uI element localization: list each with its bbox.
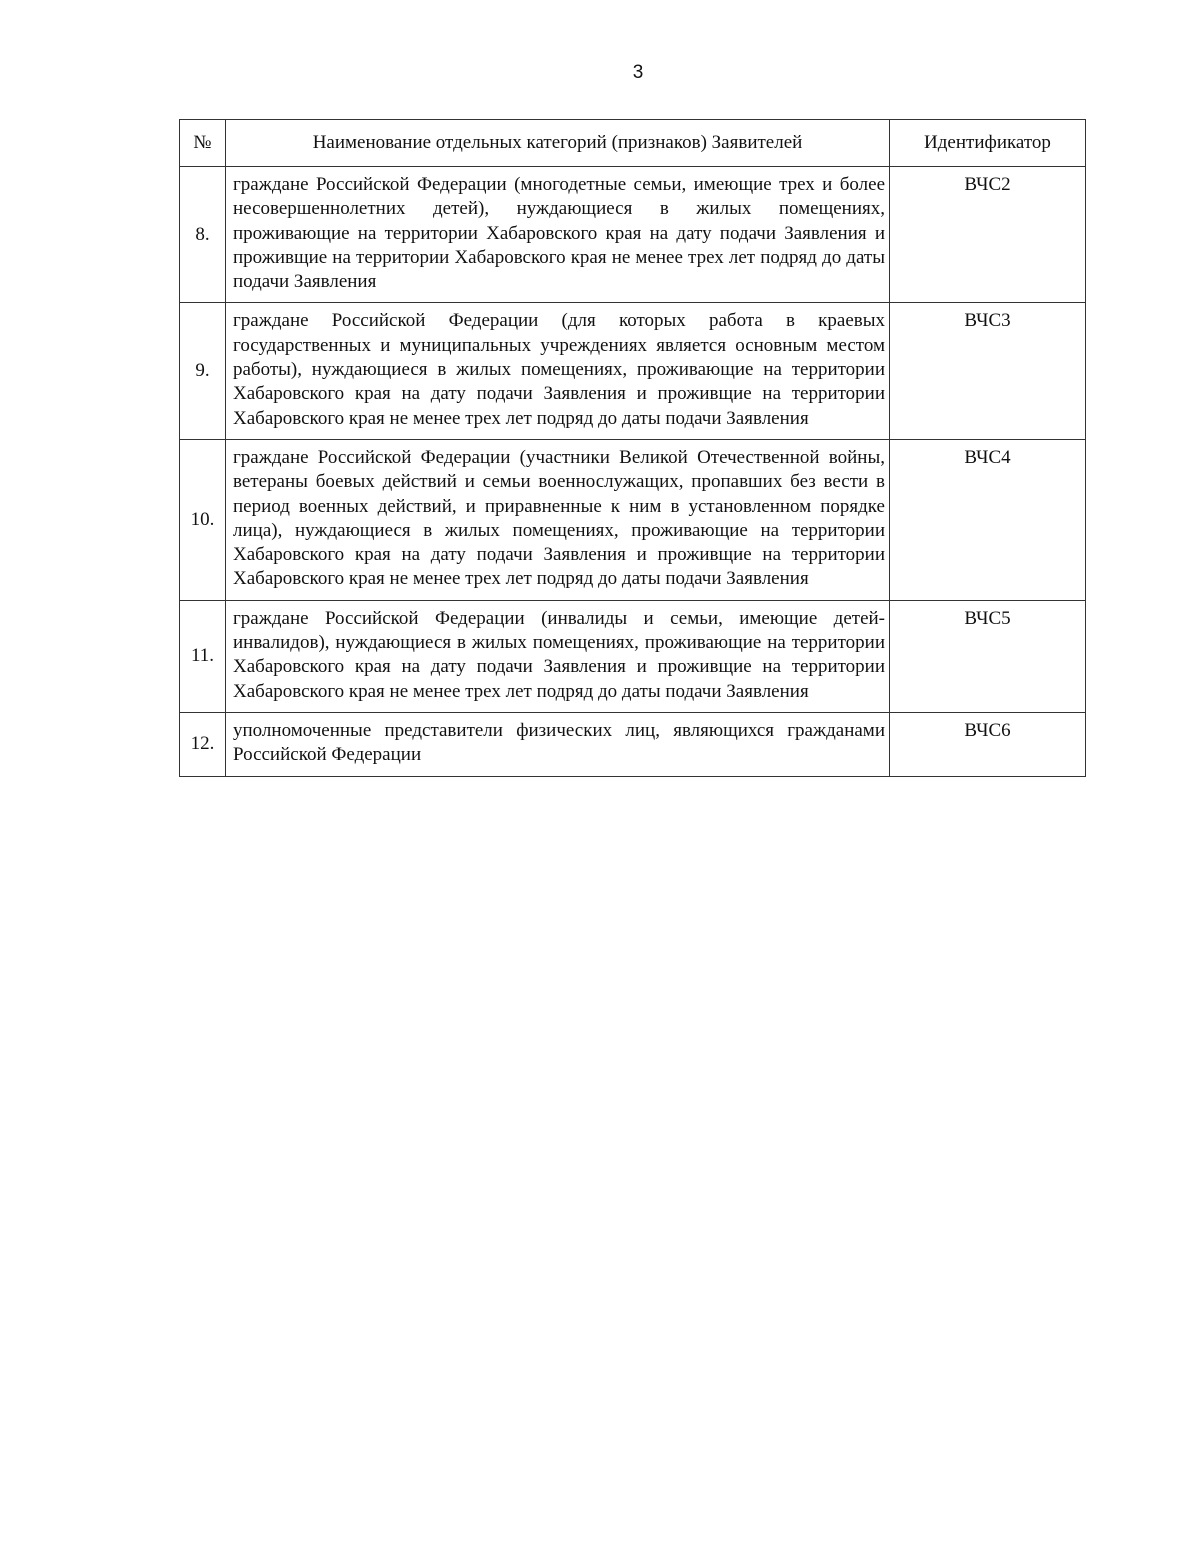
row-number: 8. — [180, 167, 226, 303]
table-row — [180, 439, 1086, 600]
table-row — [180, 712, 1086, 776]
row-category-name: граждане Российской Федерации (инвалиды и семьи, имеющие детей-инвалидов), нуждающиеся в жилых помещениях, проживающие на территории Хабаровского края на дату подачи Заявления и проживщие на территории Хабаровского края не менее трех лет подряд до даты подачи Заявления — [226, 600, 890, 712]
row-category-name: граждане Российской Федерации (участники Великой Отечественной войны, ветераны боевых действий и семьи военнослужащих, пропавших без вести в период военных действий, и приравненные к ним в установленном порядке лица), нуждающиеся в жилых помещениях, проживающие на территории Хабаровского края на дату подачи Заявления и проживщие на территории Хабаровского края не менее трех лет подряд до даты подачи Заявления — [226, 439, 890, 600]
row-identifier: ВЧС2 — [890, 167, 1086, 303]
header-identifier: Идентификатор — [890, 120, 1086, 167]
row-identifier: ВЧС6 — [890, 712, 1086, 776]
row-category-name: граждане Российской Федерации (многодетные семьи, имеющие трех и более несовершеннолетних детей), нуждающиеся в жилых помещениях, проживающие на территории Хабаровского края на дату подачи Заявления и проживщие на территории Хабаровского края не менее трех лет подряд до даты подачи Заявления — [226, 167, 890, 303]
page-number: 3 — [632, 62, 644, 83]
header-name: Наименование отдельных категорий (признаков) Заявителей — [226, 120, 890, 167]
table-header-row — [180, 120, 1086, 167]
row-category-name: граждане Российской Федерации (для которых работа в краевых государственных и муниципальных учреждениях является основным местом работы), нуждающиеся в жилых помещениях, проживающие на территории Хабаровского края на дату подачи Заявления и проживщие на территории Хабаровского края не менее трех лет подряд до даты подачи Заявления — [226, 303, 890, 439]
row-category-name: уполномоченные представители физических лиц, являющихся гражданами Российской Федерации — [226, 712, 890, 776]
table-row — [180, 303, 1086, 439]
header-number: № — [180, 120, 226, 167]
row-number: 9. — [180, 303, 226, 439]
row-identifier: ВЧС5 — [890, 600, 1086, 712]
table-row — [180, 600, 1086, 712]
table-row — [180, 167, 1086, 303]
applicant-categories-table — [179, 119, 1086, 777]
row-number: 10. — [180, 439, 226, 600]
row-identifier: ВЧС3 — [890, 303, 1086, 439]
row-number: 11. — [180, 600, 226, 712]
row-identifier: ВЧС4 — [890, 439, 1086, 600]
row-number: 12. — [180, 712, 226, 776]
